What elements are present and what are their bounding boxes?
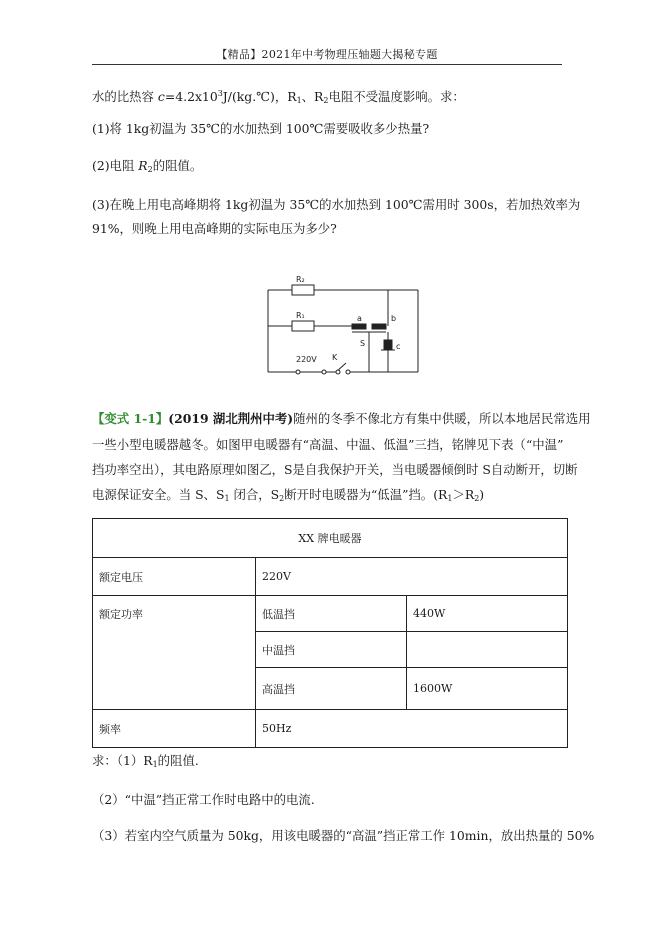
variant-line-1: 【变式 1-1】(2019 湖北荆州中考)随州的冬季不像北方有集中供暖，所以本地居民常选用	[92, 411, 591, 426]
high-gear-value: 1600W	[407, 668, 568, 710]
frequency-value: 50Hz	[256, 710, 568, 748]
mid-gear-label: 中温挡	[256, 632, 407, 668]
rated-voltage-label: 额定电压	[93, 558, 256, 596]
table-row	[93, 596, 568, 632]
follow-up-question-1: 求：$(1)R_1$的阻值.	[92, 753, 199, 769]
variant-line-4: 电源保证安全。当 S、$S_1$ 闭合，$S_2$断开时电暖器为“低温”挡。$(R_1>R_2)$	[92, 487, 485, 503]
table-row	[93, 710, 568, 748]
page-header: 【精品】2021年中考物理压轴题大揭秘专题	[216, 48, 438, 61]
question-3-line-1: (3)在晚上用电高峰期将 1kg初温为 35℃的水加热到 100℃需用时 300s，若加热效率为	[92, 197, 581, 212]
follow-up-question-3: （3）若室内空气质量为 50kg，用该电暖器的“高温”挡正常工作 10min，放出热量的 50%	[92, 828, 595, 843]
contact-b-label: b	[391, 314, 397, 323]
switch-s-label: S	[360, 339, 366, 348]
variant-tag: 【变式 1-1】	[92, 411, 169, 426]
contact-c-label: c	[396, 342, 401, 351]
r2-label: R₂	[296, 276, 305, 284]
frequency-label: 频率	[93, 710, 256, 748]
high-gear-label: 高温挡	[256, 668, 407, 710]
switch-k-label: K	[332, 353, 338, 362]
mid-gear-value	[407, 632, 568, 668]
circuit-diagram	[266, 276, 428, 380]
contact-a-label: a	[357, 314, 362, 323]
table-row	[93, 558, 568, 596]
r1-label: R₁	[296, 311, 305, 320]
variant-source: (2019 湖北荆州中考)	[168, 411, 294, 426]
low-gear-label: 低温挡	[256, 596, 407, 632]
question-2: (2)电阻 $R_2$的阻值。	[92, 158, 203, 174]
variant-line-3: 挡功率空出），其电路原理如图乙，S是自我保护开关，当电暖器倾倒时 S自动断开，切断	[92, 462, 578, 477]
variant-line-2: 一些小型电暖器越冬。如图甲电暖器有“高温、中温、低温”三挡，铭牌见下表（“中温”	[92, 437, 564, 452]
header-divider	[92, 64, 562, 65]
question-1: (1)将 1kg初温为 35℃的水加热到 100℃需要吸收多少热量?	[92, 121, 430, 136]
heater-spec-table	[92, 518, 568, 748]
table-row	[93, 519, 568, 558]
follow-up-question-2: （2）“中温”挡正常工作时电路中的电流.	[92, 792, 315, 807]
low-gear-value: 440W	[407, 596, 568, 632]
voltage-label: 220V	[296, 355, 317, 364]
rated-voltage-value: 220V	[256, 558, 568, 596]
table-title: XX 牌电暖器	[93, 519, 568, 558]
question-3-line-2: 91%，则晚上用电高峰期的实际电压为多少?	[92, 221, 337, 236]
rated-power-label: 额定功率	[93, 596, 256, 710]
specific-heat-line: 水的比热容 $c=4.2x10^3J/(kg.℃)$，$R_1$、$R_2$电阻不受温度影响。求：	[92, 89, 465, 105]
